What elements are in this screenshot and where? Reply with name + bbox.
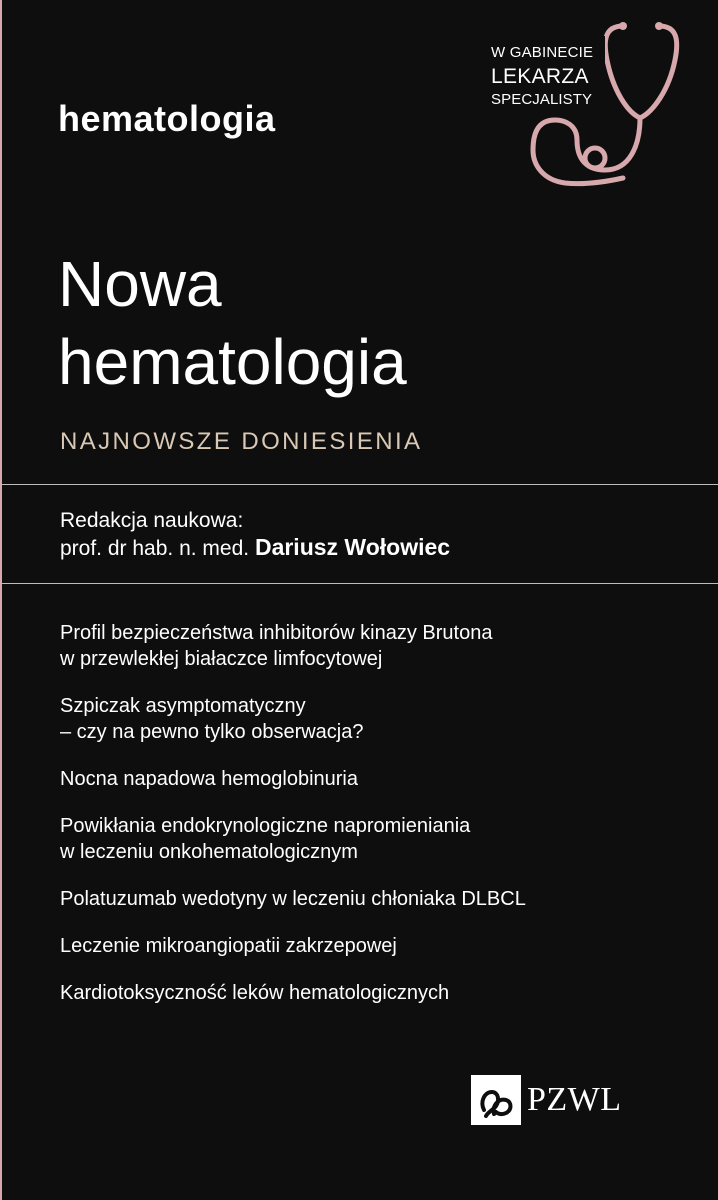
topic-line: Kardiotoksyczność leków hematologicznych bbox=[60, 982, 450, 1004]
publisher-name: PZWL bbox=[527, 1081, 622, 1118]
topic-line: w leczeniu onkohematologicznym bbox=[60, 841, 358, 863]
editor-label: Redakcja naukowa: bbox=[60, 509, 244, 532]
editor-degree: prof. dr hab. n. med. bbox=[60, 537, 250, 560]
topic-line: – czy na pewno tylko obserwacja? bbox=[60, 721, 364, 743]
brand-line-2: LEKARZA bbox=[491, 65, 589, 88]
topic-line: Leczenie mikroangiopatii zakrzepowej bbox=[60, 935, 397, 957]
title-line-2: hematologia bbox=[58, 326, 407, 398]
topic-item bbox=[60, 766, 680, 792]
title-line-1: Nowa bbox=[58, 248, 222, 320]
topic-item bbox=[60, 933, 680, 959]
topic-item bbox=[60, 813, 680, 865]
book-subtitle: NAJNOWSZE DONIESIENIA bbox=[60, 428, 423, 455]
divider-bottom bbox=[0, 583, 718, 584]
divider-top bbox=[0, 484, 718, 485]
spine-edge bbox=[0, 0, 2, 1200]
topic-line: Powikłania endokrynologiczne napromieniania bbox=[60, 815, 471, 837]
topic-item bbox=[60, 980, 680, 1006]
series-label: hematologia bbox=[58, 98, 276, 139]
publisher-mark bbox=[471, 1075, 622, 1125]
topic-line: Szpiczak asymptomatyczny bbox=[60, 695, 306, 717]
series-brand-text bbox=[491, 42, 593, 111]
brand-line-3: SPECJALISTY bbox=[491, 91, 593, 108]
topic-item bbox=[60, 693, 680, 745]
topic-line: Nocna napadowa hemoglobinuria bbox=[60, 768, 358, 790]
topics-list bbox=[60, 620, 680, 1027]
series-brand bbox=[455, 20, 695, 195]
editor-name: Dariusz Wołowiec bbox=[254, 534, 451, 560]
pzwl-logo-icon bbox=[471, 1075, 521, 1125]
brand-line-1: W GABINECIE bbox=[491, 44, 594, 61]
editor-credit bbox=[60, 534, 450, 562]
topic-line: Profil bezpieczeństwa inhibitorów kinazy Brutona bbox=[60, 622, 493, 644]
topic-line: Polatuzumab wedotyny w leczeniu chłoniaka DLBCL bbox=[60, 888, 526, 910]
pzwl-logo-glyph bbox=[476, 1080, 516, 1120]
book-title bbox=[58, 245, 407, 401]
topic-line: w przewlekłej białaczce limfocytowej bbox=[60, 648, 383, 670]
editor-block bbox=[60, 507, 450, 562]
topic-item bbox=[60, 620, 680, 672]
topic-item bbox=[60, 886, 680, 912]
